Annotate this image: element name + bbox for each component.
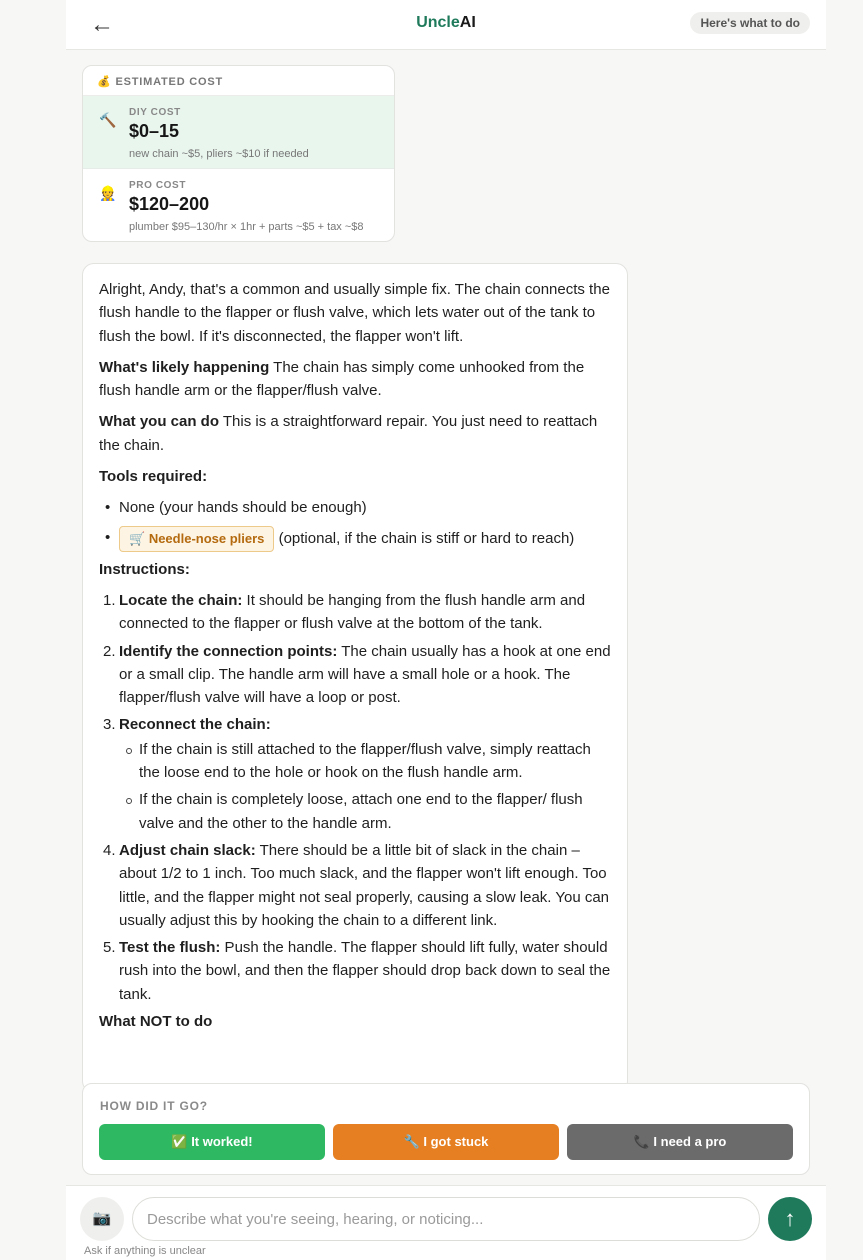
step-title: Locate the chain: — [119, 591, 243, 609]
step-text: Push the handle. The flapper should lift fully, water should rush into the bowl, and then the flapper should drop back down to seal the tank. — [119, 939, 611, 1003]
diy-cost-value: $0–15 — [129, 121, 180, 141]
estimated-cost-card — [82, 65, 395, 242]
step-number: 5. — [103, 939, 116, 957]
step-title: Reconnect the chain: — [119, 716, 271, 734]
not-heading — [99, 1010, 611, 1033]
instruction-steps — [99, 589, 611, 1006]
worker-icon: 👷 — [99, 185, 117, 201]
hammer-icon: 🔨 — [99, 112, 117, 128]
got-stuck-button[interactable]: 🔧 I got stuck — [333, 1124, 559, 1160]
status-pill: Here's what to do — [690, 12, 810, 34]
step-title: Test the flush: — [119, 939, 221, 957]
tool-item: • None (your hands should be enough) — [99, 496, 611, 519]
diy-cost-detail: new chain ~$5, pliers ~$10 if needed — [129, 148, 309, 160]
pro-cost-value: $120–200 — [129, 194, 210, 214]
message-input[interactable] — [132, 1197, 760, 1241]
tool-note: (optional, if the chain is stiff or hard to reach) — [274, 529, 575, 547]
step-text: There should be a little bit of slack in the chain – about 1/2 to 1 inch. Too much slack, and the flapper won't lift enough. Too little, and the flapper might not seal properly, causing a slow leak. You can usually adjust this by hooking the chain to a different link. — [119, 841, 610, 929]
tools-list — [99, 496, 611, 551]
likely-text: The chain has simply come unhooked from the flush handle arm or the flapper/flush valve. — [99, 358, 585, 400]
tools-heading-text: Tools required: — [99, 468, 208, 486]
shop-item-chip[interactable] — [119, 526, 274, 552]
substep-item: If the chain is completely loose, attach one end to the flapper/ flush valve and the other to the handle arm. — [119, 788, 611, 835]
step-text: It should be hanging from the flush handle arm and connected to the flapper or flush valve at the bottom of the tank. — [119, 591, 586, 633]
tool-item — [99, 526, 611, 552]
shop-item-label: Needle-nose pliers — [148, 530, 265, 546]
instructions-heading — [99, 558, 611, 581]
step-text: The chain usually has a hook at one end or a small clip. The handle arm will have a small hole or a hook. The flapper/flush valve will have a loop or post. — [119, 642, 611, 707]
cost-card-title: ESTIMATED COST — [115, 76, 224, 88]
composer-bar — [66, 1185, 826, 1260]
money-bag-icon: 💰 — [97, 76, 112, 88]
cost-card-header — [83, 66, 394, 96]
cando-paragraph — [99, 410, 611, 457]
step-item — [99, 936, 611, 1006]
diy-cost-label: DIY COST — [129, 107, 181, 118]
intro-paragraph: Alright, Andy, that's a common and usually simple fix. The chain connects the flush handle to the flapper or flush valve, which lets water out of the tank to flush the bowl. If it's disconnected, the flapper won't lift. — [99, 281, 610, 345]
step-title: Identify the connection points: — [119, 642, 338, 660]
step-title: Adjust chain slack: — [119, 841, 256, 859]
pro-cost-label: PRO COST — [129, 180, 187, 191]
likely-paragraph — [99, 356, 611, 403]
step-item — [99, 640, 611, 710]
step-number: 4. — [103, 841, 116, 859]
brand-uncle: Uncle — [416, 14, 460, 31]
step-number: 3. — [103, 716, 116, 734]
cart-icon: 🛒 — [129, 530, 146, 546]
assistant-message — [82, 263, 628, 1093]
instructions-heading-text: Instructions: — [99, 560, 190, 578]
top-bar — [66, 0, 826, 50]
it-worked-button[interactable]: ✅ It worked! — [99, 1124, 325, 1160]
need-pro-button[interactable]: 📞 I need a pro — [567, 1124, 793, 1160]
substep-list — [119, 738, 611, 835]
camera-icon[interactable]: 📷 — [80, 1197, 124, 1241]
pro-cost-row — [83, 169, 394, 242]
tools-heading — [99, 465, 611, 488]
step-item — [99, 839, 611, 932]
brand-ai: AI — [459, 14, 476, 31]
send-button[interactable]: ↑ — [768, 1197, 812, 1241]
substep-item: If the chain is still attached to the flapper/flush valve, simply reattach the loose end to the hole or hook on the flush handle arm. — [119, 738, 611, 785]
back-arrow-icon[interactable]: ← — [90, 11, 114, 38]
cando-text: This is a straightforward repair. You just need to reattach the chain. — [99, 413, 598, 454]
feedback-panel — [82, 1083, 810, 1175]
step-number: 1. — [103, 591, 116, 609]
step-number: 2. — [103, 642, 116, 660]
not-heading-text: What NOT to do — [99, 1013, 213, 1031]
diy-cost-row — [83, 96, 394, 169]
pro-cost-detail: plumber $95–130/hr × 1hr + parts ~$5 + tax ~$8 — [129, 221, 364, 233]
step-item — [99, 713, 611, 834]
step-item — [99, 589, 611, 636]
composer-hint: Ask if anything is unclear — [84, 1245, 206, 1257]
feedback-title: HOW DID IT GO? — [100, 1099, 208, 1113]
likely-heading: What's likely happening — [99, 358, 270, 376]
cando-heading: What you can do — [99, 413, 219, 431]
